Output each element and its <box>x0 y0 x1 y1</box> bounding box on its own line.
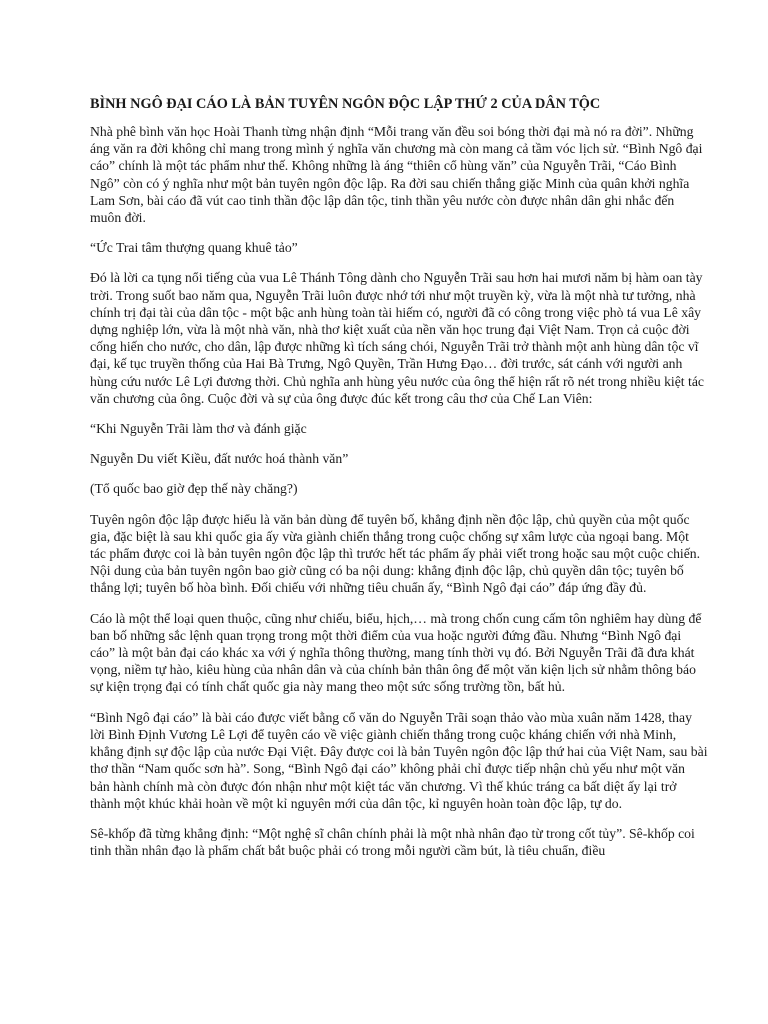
paragraph-quote-uc-trai: “Ức Trai tâm thượng quang khuê tảo” <box>90 240 298 256</box>
paragraph-poem-source: (Tổ quốc bao giờ đẹp thế này chăng?) <box>90 481 298 497</box>
paragraph-poem-line-2: Nguyễn Du viết Kiều, đất nước hoá thành văn” <box>90 451 349 467</box>
paragraph-poem-line-1: “Khi Nguyễn Trãi làm thơ và đánh giặc <box>90 421 307 437</box>
paragraph-binh-ngo-dai-cao: “Bình Ngô đại cáo” là bài cáo được viết bằng cổ văn do Nguyễn Trãi soạn thảo vào mùa xuân năm 1428, thay lời Bình Định Vương Lê Lợi để tuyên cáo về việc giành chiến thắng trong cuộc kháng chiến với nhà Minh, khẳng định sự độc lập của nước Đại Việt. Đây được coi là bản Tuyên ngôn độc lập thứ hai của Việt Nam, sau bài thơ thần “Nam quốc sơn hà”. Song, “Bình Ngô đại cáo” không phải chỉ được tiếp nhận chủ yếu như một văn bản hành chính mà còn được đón nhận như một kiệt tác văn chương. Vì thế khúc tráng ca bất diệt ấy lại trở thành một khúc khải hoàn về một kỉ nguyên mới của dân tộc, kỉ nguyên hoàn toàn độc lập, tự do. <box>90 709 708 811</box>
paragraph-intro: Nhà phê bình văn học Hoài Thanh từng nhận định “Mỗi trang văn đều soi bóng thời đại mà nó ra đời”. Những áng văn ra đời không chỉ mang trong mình ý nghĩa văn chương mà còn mang cả tầm vóc lịch sử. “Bình Ngô đại cáo” chính là một tác phẩm như thế. Không những là áng “thiên cổ hùng văn” của Nguyễn Trãi, “Cáo Bình Ngô” còn có ý nghĩa như một bản tuyên ngôn độc lập. Ra đời sau chiến thắng giặc Minh của quân khởi nghĩa Lam Sơn, bài cáo đã vút cao tinh thần độc lập dân tộc, tinh thần yêu nước còn được nhân dân ghi nhắc đến muôn đời. <box>90 124 703 226</box>
document-title: BÌNH NGÔ ĐẠI CÁO LÀ BẢN TUYÊN NGÔN ĐỘC LẬP THỨ 2 CỦA DÂN TỘC <box>90 96 601 112</box>
paragraph-nguyen-trai: Đó là lời ca tụng nổi tiếng của vua Lê Thánh Tông dành cho Nguyễn Trãi sau hơn hai mươi năm bị hàm oan tày trời. Trong suốt bao năm qua, Nguyễn Trãi luôn được nhớ tới như một truyền kỳ, vừa là một nhà tư tưởng, nhà chính trị đại tài của dân tộc - một bậc anh hùng toàn tài hiếm có, người đã có công trong việc phò tá vua Lê xây dựng nghiệp lớn, vừa là một nhà văn, nhà thơ kiệt xuất của nền văn học trung đại Việt Nam. Trọn cả cuộc đời cống hiến cho nước, cho dân, lập được những kì tích sáng chói, Nguyễn Trãi trở thành một anh hùng dân tộc vĩ đại, kế tục truyền thống của Hai Bà Trưng, Ngô Quyền, Trần Hưng Đạo… đời trước, sát cánh với người anh hùng cứu nước Lê Lợi đương thời. Chủ nghĩa anh hùng yêu nước của ông thể hiện rất rõ nét trong nhiều kiệt tác văn chương của ông. Cuộc đời và sự của ông được đúc kết trong câu thơ của Chế Lan Viên: <box>90 270 704 406</box>
paragraph-declaration-definition: Tuyên ngôn độc lập được hiểu là văn bản dùng để tuyên bố, khẳng định nền độc lập, chủ quyền của một quốc gia, đặc biệt là sau khi quốc gia ấy vừa giành chiến thắng trong cuộc chống sự xâm lược của ngoại bang. Một tác phẩm được coi là bản tuyên ngôn độc lập thì trước hết tác phẩm ấy phải viết trong hoặc sau một cuộc chiến. Nội dung của bản tuyên ngôn bao giờ cũng có ba nội dung: khẳng định độc lập, chủ quyền dân tộc; tuyên bố thắng lợi; tuyên bố hòa bình. Đối chiếu với những tiêu chuẩn ấy, “Bình Ngô đại cáo” đáp ứng đầy đủ. <box>90 511 701 596</box>
paragraph-cao-genre: Cáo là một thể loại quen thuộc, cũng như chiếu, biểu, hịch,… mà trong chốn cung cấm tôn nghiêm hay dùng để ban bố những sắc lệnh quan trọng trong một thời điểm của vua hoặc người đứng đầu. Nhưng “Bình Ngô đại cáo” là một bản đại cáo khác xa với ý nghĩa thông thường, mang tính thời vụ đó. Bởi Nguyễn Trãi đã đưa khát vọng, niềm tự hào, kiêu hùng của nhân dân và của chính bản thân ông để một văn kiện lịch sử nhằm thông báo sự kiện trọng đại có tính chất quốc gia này mang theo một sức sống trường tồn, bất hủ. <box>90 610 702 695</box>
paragraph-chekhov: Sê-khốp đã từng khẳng định: “Một nghệ sĩ chân chính phải là một nhà nhân đạo từ trong cốt tủy”. Sê-khốp coi tinh thần nhân đạo là phẩm chất bắt buộc phải có trong mỗi người cầm bút, là tiêu chuẩn, điều <box>90 825 695 859</box>
